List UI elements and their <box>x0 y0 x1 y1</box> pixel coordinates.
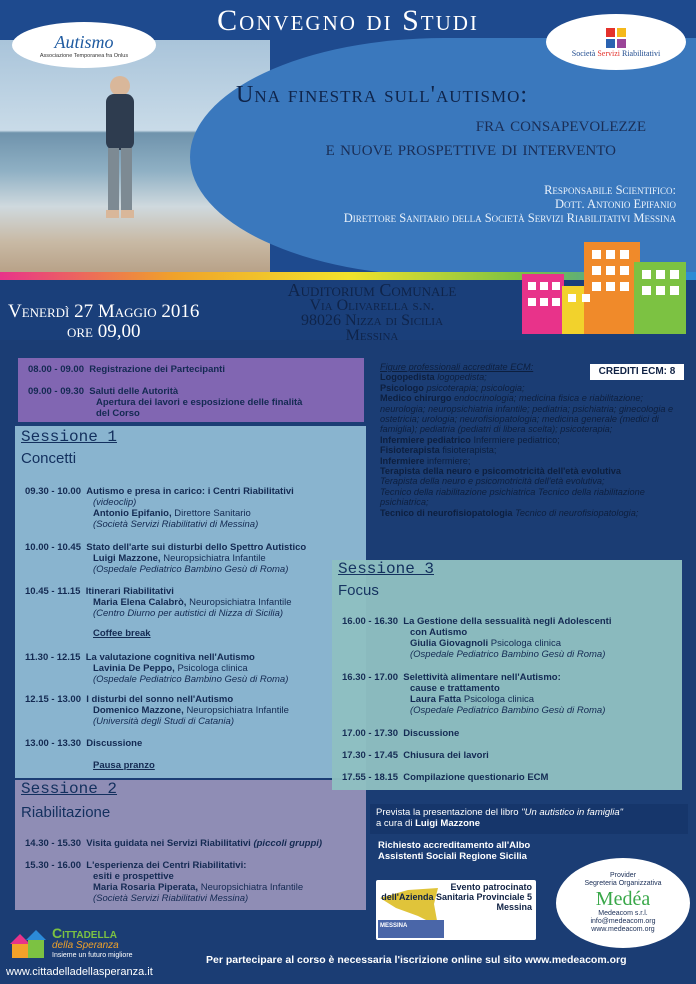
slot-s3-2: 16.30 - 17.00 Selettività alimentare nell'Autismo: cause e trattamento Laura Fatta Psicologa clinica (Ospedale Pediatrico Bambino Gesù di Roma) <box>342 672 606 716</box>
venue <box>262 280 482 344</box>
cittadella-tagline: Insieme un futuro migliore <box>52 952 133 959</box>
session3-label: Sessione 3 <box>338 560 435 578</box>
cittadella-name2: della Speranza <box>52 940 119 951</box>
venue-addr2: 98026 Nizza di Sicilia <box>300 312 444 329</box>
slot-s1-lunch: Pausa pranzo <box>93 760 155 771</box>
slot-s3-3: 17.00 - 17.30 Discussione <box>342 728 460 739</box>
ecm-line: Terapista della neuro e psicomotricità dell'età evolutiva Terapista della neuro e psicomotricità dell'età evolutiva; <box>380 466 621 487</box>
website-link[interactable]: www.cittadelladellasperanza.it <box>6 966 153 978</box>
crediti-badge: CREDITI ECM: 8 <box>590 364 684 380</box>
main-title: Convegno di Studi <box>217 4 479 37</box>
slot-s1-3: 10.45 - 11.15 Itinerari Riabilitativi Maria Elena Calabrò, Neuropsichiatra Infantile (Centro Diurno per autistici di Nizza di Sicilia) <box>25 586 292 619</box>
logo-autismo-sub: Associazione Temporanea fra Onlus <box>39 52 129 59</box>
venue-city: Messina <box>345 327 399 344</box>
houses-icon <box>8 924 48 960</box>
logo-ssr <box>546 14 686 70</box>
accreditation-note: Richiesto accreditamento all'Albo Assistenti Sociali Regione Sicilia <box>378 840 531 862</box>
resp-name: Dott. Antonio Epifanio <box>554 197 676 211</box>
slot-s1-6: 13.00 - 13.30 Discussione <box>25 738 143 749</box>
puzzle-icon <box>605 27 627 49</box>
session1-label: Sessione 1 <box>21 428 118 446</box>
date-line2: ore 09,00 <box>66 321 141 342</box>
slot-s3-5: 17.55 - 18.15 Compilazione questionario ECM <box>342 772 549 783</box>
venue-title: Auditorium Comunale <box>287 280 457 300</box>
cittadella-name: Cittadella <box>52 925 117 941</box>
slot-s1-2: 10.00 - 10.45 Stato dell'arte sui disturbi dello Spettro Autistico Luigi Mazzone, Neuropsichiatra Infantile (Ospedale Pediatrico Bambino Gesù di Roma) <box>25 542 307 575</box>
session3-box <box>332 560 682 790</box>
slot-s1-coffee: Coffee break <box>93 628 151 639</box>
slot-s1-1: 09.30 - 10.00 Autismo e presa in carico: i Centri Riabilitativi (videoclip) Antonio Epifanio, Direttore Sanitario (Società Servizi Riabilitativi di Messina) <box>25 486 294 530</box>
subtitle-line1: Una finestra sull'autismo: <box>236 82 529 108</box>
slot-s2-2: 15.30 - 16.00 L'esperienza dei Centri Riabilitativi: esiti e prospettive Maria Rosaria Piperata, Neuropsichiatra Infantile (Società Servizi Riabilitativi Messina) <box>25 860 304 904</box>
slot-s3-1: 16.00 - 16.30 La Gestione della sessualità negli Adolescenti con Autismo Giulia Giovagnoli Psicologa clinica (Ospedale Pediatrico Bambino Gesù di Roma) <box>342 616 612 660</box>
resp-role: Direttore Sanitario della Società Servizi Riabilitativi Messina <box>343 211 676 225</box>
slot-greetings: 09.00 - 09.30 Saluti delle Autorità Apertura dei lavori e esposizione delle finalità del Corso <box>28 386 303 419</box>
session3-name: Focus <box>338 582 379 599</box>
session1-box <box>15 426 366 778</box>
event-date <box>8 302 199 342</box>
session2-label: Sessione 2 <box>21 780 118 798</box>
slot-s1-4: 11.30 - 12.15 La valutazione cognitiva nell'Autismo Lavinia De Peppo, Psicologa clinica (Ospedale Pediatrico Bambino Gesù di Roma) <box>25 652 289 685</box>
ecm-line: Infermiere infermiere; <box>380 455 471 466</box>
registration-box <box>18 358 364 422</box>
slot-s1-5: 12.15 - 13.00 I disturbi del sonno nell'Autismo Domenico Mazzone, Neuropsichiatra Infantile (Università degli Studi di Catania) <box>25 694 289 727</box>
slot-s3-4: 17.30 - 17.45 Chiusura dei lavori <box>342 750 489 761</box>
subtitle-line2: fra consapevolezze <box>475 112 646 136</box>
ecm-line: Infermiere pediatrico Infermiere pediatrico; <box>380 434 560 445</box>
logo-autismo <box>12 22 156 68</box>
venue-addr1: Via Olivarella s.n. <box>309 297 435 314</box>
buildings-illustration <box>522 236 686 334</box>
asp-logo-text: ASP MESSINA <box>380 915 408 929</box>
medea-logo: Provider Segreteria Organizzativa Medéa Medeacom s.r.l. info@medeacom.org www.medeacom.org <box>556 858 690 948</box>
ecm-line: Tecnico della riabilitazione psichiatrica Tecnico della riabilitazione psichiatrica; <box>380 486 645 508</box>
session2-name: Riabilitazione <box>21 804 111 821</box>
scientific-responsible <box>344 183 676 225</box>
asp-text: Evento patrocinato dell'Azienda Sanitaria Provinciale 5 Messina <box>381 882 532 912</box>
ecm-professions <box>380 362 686 518</box>
ecm-line: Tecnico di neurofisiopatologia Tecnico di neurofisiopatologia; <box>380 507 639 518</box>
subtitle-line3: e nuove prospettive di intervento <box>325 136 616 160</box>
session1-name: Concetti <box>21 450 77 467</box>
session2-box <box>15 780 366 910</box>
slot-s2-1: 14.30 - 15.30 Visita guidata nei Servizi Riabilitativi (piccoli gruppi) <box>25 838 323 849</box>
logo-autismo-name: Autismo <box>54 31 114 52</box>
book-presentation: Prevista la presentazione del libro "Un autistico in famiglia" a cura di Luigi Mazzone <box>370 804 688 834</box>
resp-label: Responsabile Scientifico: <box>544 183 676 197</box>
boy-figure <box>98 72 142 230</box>
registration-note: Per partecipare al corso è necessaria l'iscrizione online sul sito www.medeacom.org <box>206 954 627 966</box>
slot-registration: 08.00 - 09.00 Registrazione dei Partecipanti <box>28 364 225 375</box>
asp-patronage <box>376 880 536 940</box>
ecm-line: Fisioterapista fisioterapista; <box>380 445 497 456</box>
ecm-heading: Figure professionali accreditate ECM: <box>380 362 534 372</box>
ecm-line: Medico chirurgo endocrinologia; medicina fisica e riabilitazione; neurologia; neuropsichiatria infantile; pediatria; psichiatria; ginecologia e ostetricia; urologia; neurofisiopatologia; medicina generale (medici di famiglia); pediatria (pediatri di libera scelta); psicoterapia; <box>380 393 674 435</box>
logo-ssr-text: Società Servizi Riabilitativi <box>571 48 661 58</box>
ecm-line: Psicologo psicoterapia; psicologia; <box>380 382 525 393</box>
ecm-line: Logopedista logopedista; <box>380 372 487 383</box>
cittadella-logo <box>8 920 158 964</box>
date-line1: Venerdì 27 Maggio 2016 <box>8 301 200 322</box>
